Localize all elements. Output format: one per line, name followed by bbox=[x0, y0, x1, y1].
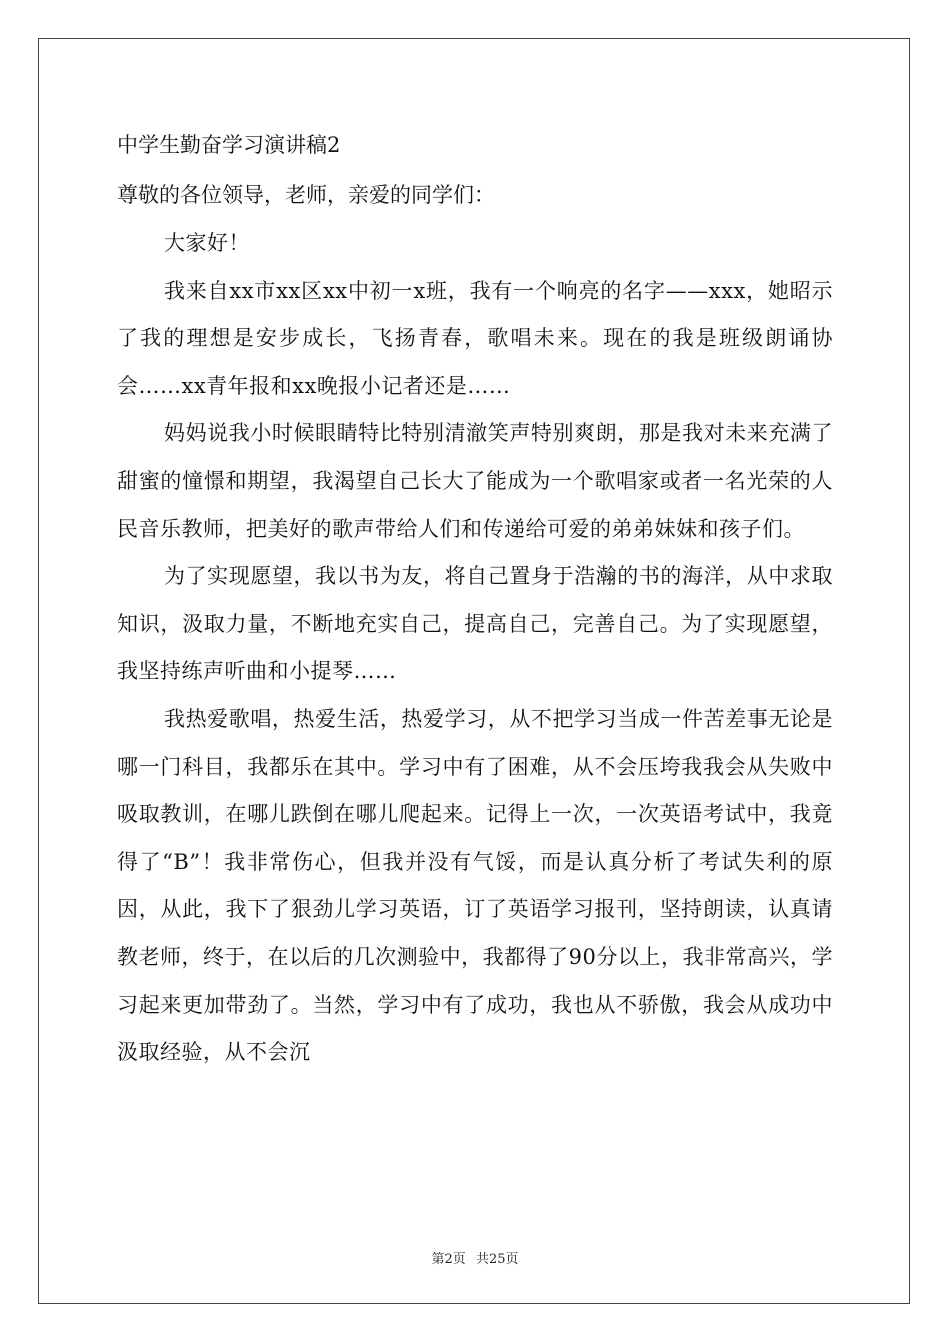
paragraph-childhood: 妈妈说我小时候眼睛特比特别清澈笑声特别爽朗，那是我对未来充满了甜蜜的憧憬和期望，我渴望自己长大了能成为一个歌唱家或者一名光荣的人民音乐教师，把美好的歌声带给人们和传递给可爱的弟弟妹妹和孩子们。 bbox=[117, 421, 833, 541]
page-total: 共25页 bbox=[475, 1252, 519, 1267]
paragraph-effort: 为了实现愿望，我以书为友，将自己置身于浩瀚的书的海洋，从中求取知识，汲取力量，不断地充实自己，提高自己，完善自己。为了实现愿望，我坚持练声听曲和小提琴…… bbox=[117, 564, 833, 684]
paragraph-intro: 我来自xx市xx区xx中初一x班，我有一个响亮的名字——xxx，她昭示了我的理想是安步成长，飞扬青春，歌唱未来。现在的我是班级朗诵协会……xx青年报和xx晚报小记者还是…… bbox=[117, 278, 833, 398]
document-title: 中学生勤奋学习演讲稿2 bbox=[117, 133, 341, 157]
document-body bbox=[117, 120, 833, 1077]
page-number: 第2页 bbox=[431, 1252, 466, 1267]
paragraph-greeting: 大家好！ bbox=[164, 231, 250, 255]
salutation: 尊敬的各位领导，老师，亲爱的同学们： bbox=[117, 183, 495, 207]
page-footer bbox=[0, 1248, 950, 1267]
paragraph-learning: 我热爱歌唱，热爱生活，热爱学习，从不把学习当成一件苦差事无论是哪一门科目，我都乐在其中。学习中有了困难，从不会压垮我我会从失败中吸取教训，在哪儿跌倒在哪儿爬起来。记得上一次，一次英语考试中，我竟得了“B”！我非常伤心，但我并没有气馁，而是认真分析了考试失利的原因，从此，我下了狠劲儿学习英语，订了英语学习报刊，坚持朗读，认真请教老师，终于，在以后的几次测验中，我都得了90分以上，我非常高兴，学习起来更加带劲了。当然，学习中有了成功，我也从不骄傲，我会从成功中汲取经验，从不会沉 bbox=[117, 706, 833, 1065]
